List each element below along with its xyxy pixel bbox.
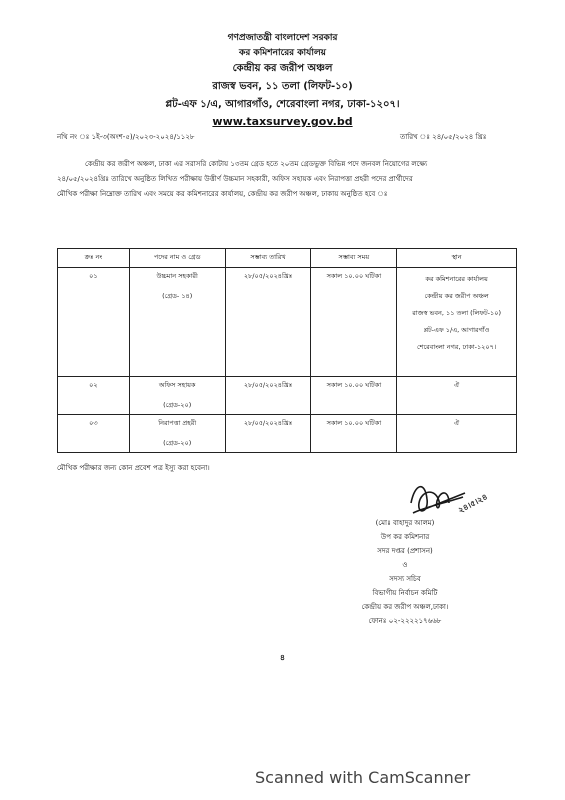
signatory-office: কেন্দ্রীয় কর জরীপ অঞ্চল,ঢাকা। [361,603,449,611]
header-serial: ক্রঃ নং [58,249,130,268]
header-time: সম্ভাব্য সময় [311,249,397,268]
signatory-designation: উপ কর কমিশনার [380,533,430,541]
header-venue: স্থান [397,249,517,268]
admit-card-note: মৌখিক পরীক্ষার জন্য কোন প্রবেশ পত্র ইস্যু করা হবেনা। [57,464,210,472]
website-link[interactable]: www.taxsurvey.gov.bd [212,115,353,128]
memo-number: নথি নং ঃ ১ই-৩(অংশ-৫)/২০২৩-২০২৪/১১২৮ [57,133,195,141]
notice-body [57,157,517,202]
header-post: পদের নাম ও গ্রেড [129,249,225,268]
memo-date: তারিখ ঃ ২৪/০৫/২০২৪ খ্রিঃ [400,133,487,141]
table-row [58,268,517,377]
header-date: সম্ভাব্য তারিখ [225,249,311,268]
post-name: উচ্চমান সহকারী [156,272,198,280]
cell-post [129,377,225,415]
signatory-role: সদস্য সচিব [389,575,421,583]
cell-serial: ০২ [58,377,130,415]
signatory-phone: ফোনঃ ০২-২২২২১৭৬৬৮ [368,617,442,625]
table-header-row [58,249,517,268]
post-grade: (গ্রেড-২০) [163,401,192,409]
cell-date: ২৮/০৫/২০২৪খ্রিঃ [225,377,311,415]
cell-venue [397,268,517,377]
post-grade: (গ্রেড-২০) [163,439,192,447]
body-line: ২৪/০৫/২০২৪খ্রিঃ তারিখে অনুষ্ঠিত লিখিত পরীক্ষায় উত্তীর্ণ উচ্চমান সহকারী, অফিস সহায়ক এবং নিরাপত্তা প্রহরী পদের প্রার্থীদের [57,175,413,183]
post-name: অফিস সহায়ক [158,381,196,389]
venue-line: কেন্দ্রীয় কর জরীপ অঞ্চল [424,292,489,300]
cell-time: সকাল ১০.০০ ঘটিকা [311,377,397,415]
venue-line: শেরেবাংলা নগর, ঢাকা-১২০৭। [417,343,497,351]
signature-date: ২৪।৫।২৪ [456,492,489,515]
body-line: মৌখিক পরীক্ষা নিম্নোক্ত তারিখ এবং সময়ে কর কমিশনারের কার্যালয়, কেন্দ্রীয় কর জরীপ অঞ্চল, ঢাকায় অনুষ্ঠিত হবে ঃ [57,190,388,198]
signatory-committee: বিভাগীয় নির্বাচন কমিটি [372,589,438,597]
cell-serial: ০১ [58,268,130,377]
page-number: ৪ [279,653,286,662]
cell-post [129,415,225,453]
zone-name: কেন্দ্রীয় কর জরীপ অঞ্চল [232,63,333,74]
cell-date: ২৮/০৫/২০২৪খ্রিঃ [225,415,311,453]
venue-line: কর কমিশনারের কার্যালয় [425,275,488,283]
cell-time: সকাল ১০.০০ ঘটিকা [311,268,397,377]
camscanner-watermark: Scanned with CamScanner [255,768,471,787]
table-row [58,415,517,453]
venue-line: রাজস্ব ভবন, ১১ তলা (লিফট-১০) [412,309,502,317]
office-name: কর কমিশনারের কার্যালয় [239,48,326,58]
body-line: কেন্দ্রীয় কর জরীপ অঞ্চল, ঢাকা এর সরাসরি কোটায় ১৩তম গ্রেড হতে ২০তম গ্রেডভুক্ত বিভিন্ন পদে জনবল নিয়োগের লক্ষ্যে [85,160,428,168]
building-address: রাজস্ব ভবন, ১১ তলা (লিফট-১০) [212,81,353,92]
signatory-conjunction: ও [402,561,408,569]
cell-post [129,268,225,377]
street-address: প্লট-এফ ১/এ, আগারগাঁও, শেরেবাংলা নগর, ঢাকা-১২০৭। [165,99,400,110]
table-row [58,377,517,415]
signatory-block [315,516,495,628]
cell-venue: ঐ [397,377,517,415]
exam-schedule-table [57,248,517,453]
post-name: নিরাপত্তা প্রহরী [158,419,197,427]
cell-date: ২৮/০৫/২০২৪খ্রিঃ [225,268,311,377]
signatory-name: (মোঃ বাহাদুর আলম) [375,519,435,527]
govt-title: গণপ্রজাতন্ত্রী বাংলাদেশ সরকার [227,33,338,43]
cell-serial: ০৩ [58,415,130,453]
cell-time: সকাল ১০.০০ ঘটিকা [311,415,397,453]
signatory-department: সদর দপ্তর (প্রশাসন) [377,547,433,555]
venue-line: প্লট-এফ ১/এ, আগারগাঁও [423,326,490,334]
cell-venue: ঐ [397,415,517,453]
post-grade: (গ্রেড- ১৪) [162,292,193,300]
